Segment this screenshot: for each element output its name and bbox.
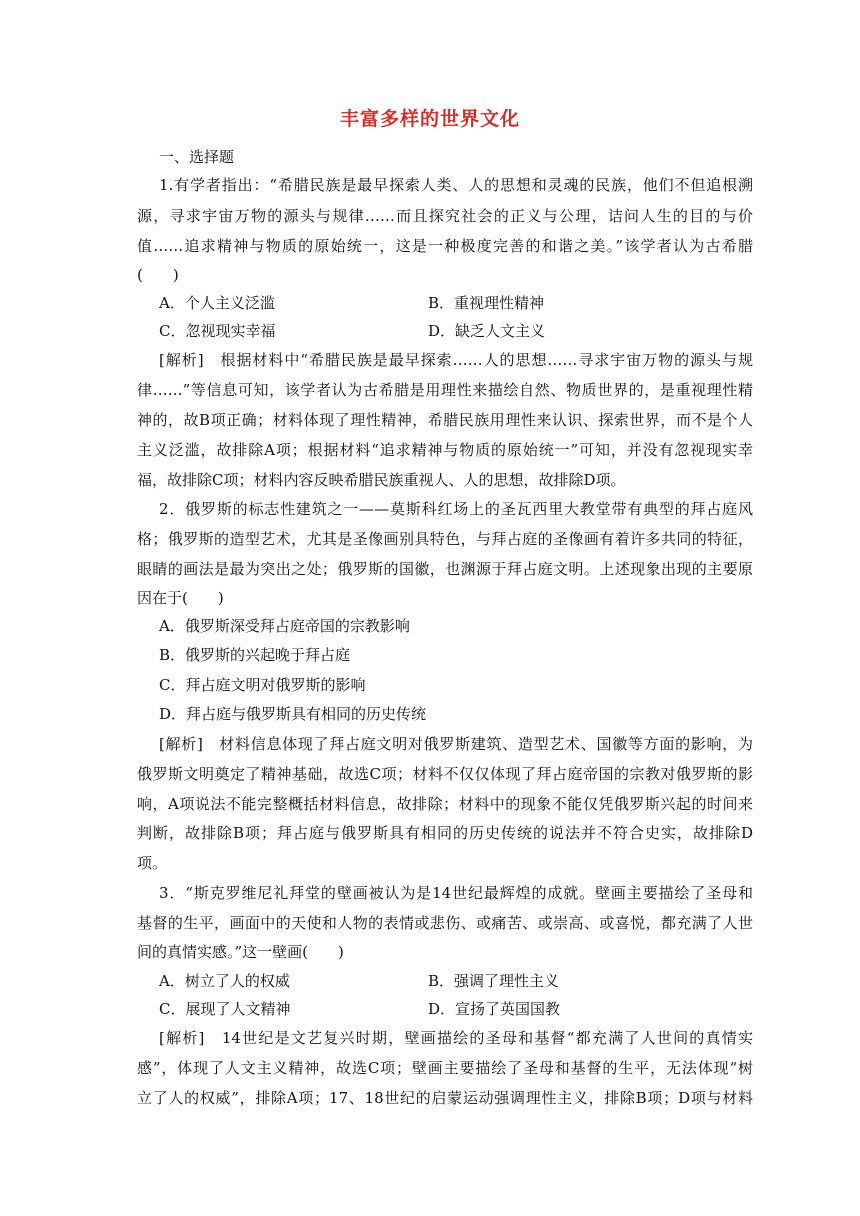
q1-analysis-line: 神的，故B项正确；材料体现了理性精神，希腊民族用理性来认识、探索世界，而不是个人: [137, 411, 753, 429]
q2-option-d: D．拜占庭与俄罗斯具有相同的历史传统: [159, 705, 427, 723]
q1-analysis-line: 主义泛滥，故排除A项；根据材料“追求精神与物质的原始统一”可知，并没有忽视现实幸: [137, 441, 753, 459]
q2-analysis-line: 项。: [137, 854, 168, 872]
q2-option-c: C．拜占庭文明对俄罗斯的影响: [159, 676, 366, 694]
q2-option-a: A．俄罗斯深受拜占庭帝国的宗教影响: [159, 617, 410, 635]
q1-stem-line: 值……追求精神与物质的原始统一，这是一种极度完善的和谐之美。”该学者认为古希腊: [137, 237, 753, 255]
q1-option-d: D．缺乏人文主义: [428, 322, 546, 340]
q2-stem-line: 格；俄罗斯的造型艺术，尤其是圣像画别具特色，与拜占庭的圣像画有着许多共同的特征，: [137, 530, 753, 548]
q3-stem-line: 3．“斯克罗维尼礼拜堂的壁画被认为是14世纪最辉煌的成就。壁画主要描绘了圣母和: [159, 884, 753, 902]
q3-option-d: D．宣扬了英国国教: [428, 1000, 561, 1018]
q2-option-b: B．俄罗斯的兴起晚于拜占庭: [159, 646, 351, 664]
q3-analysis-line: 感”，体现了人文主义精神，故选C项；壁画主要描绘了圣母和基督的生平，无法体现“树: [137, 1059, 753, 1077]
q2-analysis-line: [解析] 材料信息体现了拜占庭文明对俄罗斯建筑、造型艺术、国徽等方面的影响，为: [159, 735, 753, 753]
q2-stem-line: 2．俄罗斯的标志性建筑之一——莫斯科红场上的圣瓦西里大教堂带有典型的拜占庭风: [159, 500, 753, 518]
q3-option-b: B．强调了理性主义: [428, 972, 560, 990]
page-title: 丰富多样的世界文化: [339, 108, 520, 130]
q3-analysis-line: 立了人的权威”，排除A项；17、18世纪的启蒙运动强调理性主义，排除B项；D项与材料: [137, 1089, 753, 1107]
q2-stem-line: 因在于( ): [137, 589, 224, 607]
q1-analysis-line: 福，故排除C项；材料内容反映希腊民族重视人、人的思想，故排除D项。: [137, 471, 626, 489]
q1-stem-line: ( ): [137, 266, 179, 284]
q2-analysis-line: 响，A项说法不能完整概括材料信息，故排除；材料中的现象不能仅凭俄罗斯兴起的时间来: [137, 795, 753, 813]
q1-stem-line: 源，寻求宇宙万物的源头与规律……而且探究社会的正义与公理，诘问人生的目的与价: [137, 207, 753, 225]
q3-stem-line: 间的真情实感。”这一壁画( ): [137, 943, 344, 961]
q2-stem-line: 眼睛的画法是最为突出之处；俄罗斯的国徽，也渊源于拜占庭文明。上述现象出现的主要原: [137, 560, 753, 578]
q2-analysis-line: 判断，故排除B项；拜占庭与俄罗斯具有相同的历史传统的说法并不符合史实，故排除D: [137, 824, 753, 842]
q3-option-c: C．展现了人文精神: [159, 1000, 291, 1018]
q1-analysis-line: [解析] 根据材料中“希腊民族是最早探索……人的思想……寻求宇宙万物的源头与规: [159, 351, 753, 369]
section-heading: 一、选择题: [159, 148, 235, 166]
q2-analysis-line: 俄罗斯文明奠定了精神基础，故选C项；材料不仅仅体现了拜占庭帝国的宗教对俄罗斯的影: [137, 765, 753, 783]
q1-analysis-line: 律……”等信息可知，该学者认为古希腊是用理性来描绘自然、物质世界的，是重视理性精: [137, 381, 753, 399]
q1-option-b: B．重视理性精神: [428, 294, 545, 312]
q3-stem-line: 基督的生平，画面中的天使和人物的表情或悲伤、或痛苦、或崇高、或喜悦，都充满了人世: [137, 914, 753, 932]
q1-option-c: C．忽视现实幸福: [159, 322, 276, 340]
q1-option-a: A．个人主义泛滥: [159, 294, 275, 312]
q1-stem-line: 1.有学者指出：“希腊民族是最早探索人类、人的思想和灵魂的民族，他们不但追根溯: [159, 176, 753, 194]
q3-analysis-line: [解析] 14世纪是文艺复兴时期，壁画描绘的圣母和基督“都充满了人世间的真情实: [159, 1029, 753, 1047]
q3-option-a: A．树立了人的权威: [159, 972, 290, 990]
